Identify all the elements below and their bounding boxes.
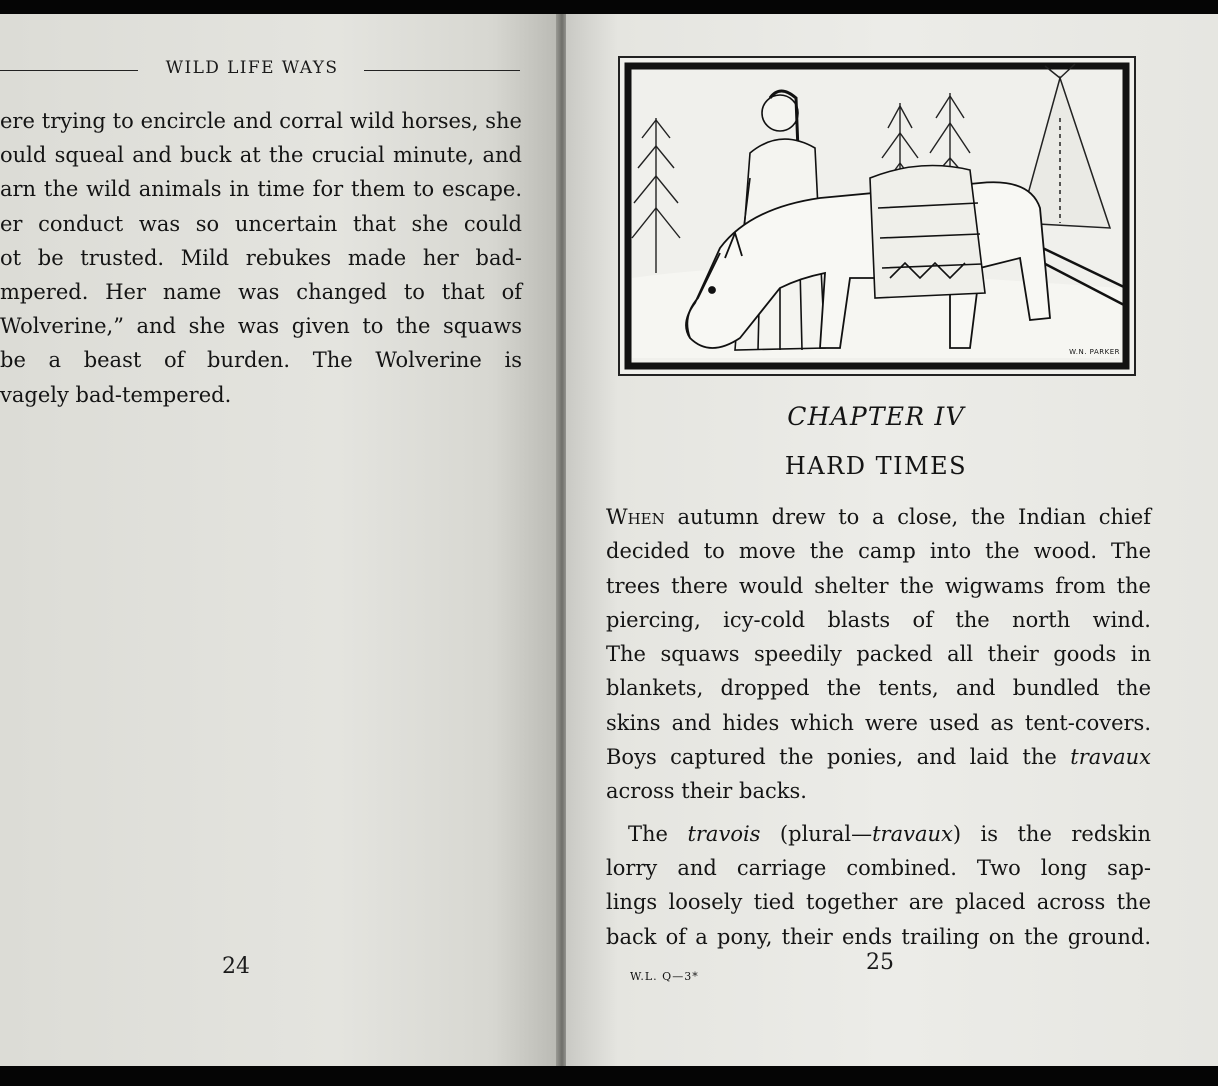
artist-signature: W.N. PARKER <box>1069 348 1120 356</box>
page-number-left: 24 <box>222 954 250 979</box>
text-line: blankets, dropped the tents, and bundled the <box>606 676 1151 701</box>
running-head-title: WILD LIFE WAYS <box>165 58 339 78</box>
text-line: across their backs. <box>606 779 807 804</box>
text-line: piercing, icy-cold blasts of the north wind. <box>606 607 1151 632</box>
book-spread <box>0 14 1218 1066</box>
text-line: The travois (plural—travaux) is the redskin <box>628 821 1152 846</box>
text-line: arn the wild animals in time for them to escape. <box>0 177 522 202</box>
text-line: ere trying to encircle and corral wild horses, she <box>0 109 522 133</box>
signature-mark: W.L. Q—3* <box>630 970 699 983</box>
text-line: lorry and carriage combined. Two long sap- <box>606 855 1151 880</box>
text-line: Boys captured the ponies, and laid the travaux <box>606 745 1151 770</box>
text-line: trees there would shelter the wigwams from the <box>606 573 1151 598</box>
text-line: be a beast of burden. The Wolverine is <box>0 348 522 373</box>
text-line: ould squeal and buck at the crucial minute, and <box>0 143 522 168</box>
text-line: decided to move the camp into the wood. The <box>606 539 1151 564</box>
running-head <box>0 56 522 86</box>
text-line: er conduct was so uncertain that she could <box>0 211 522 236</box>
drop-word: When <box>606 505 665 529</box>
chapter-illustration <box>618 56 1136 376</box>
text-line: vagely bad-tempered. <box>0 382 232 407</box>
left-page <box>0 14 560 1066</box>
chapter-number: CHAPTER IV <box>787 402 965 431</box>
text-line: Wolverine,” and she was given to the squaws <box>0 314 522 339</box>
left-body-text <box>0 104 522 412</box>
text-line: When autumn drew to a close, the Indian chief <box>606 505 1151 529</box>
page-number-right: 25 <box>866 950 894 975</box>
header-rule-right <box>364 70 520 71</box>
text-line: back of a pony, their ends trailing on the ground. <box>606 924 1151 949</box>
header-rule-left <box>0 70 138 71</box>
text-line: skins and hides which were used as tent-covers. <box>606 710 1151 735</box>
text-line: lings loosely tied together are placed across the <box>606 890 1151 915</box>
right-page <box>566 14 1218 1066</box>
chapter-title: HARD TIMES <box>784 452 968 480</box>
text-line: mpered. Her name was changed to that of <box>0 280 522 305</box>
right-body-text <box>606 500 1151 954</box>
indian-and-pony-drawing <box>620 58 1134 374</box>
text-line: The squaws speedily packed all their goods in <box>606 642 1151 667</box>
text-line: ot be trusted. Mild rebukes made her bad- <box>0 245 522 270</box>
